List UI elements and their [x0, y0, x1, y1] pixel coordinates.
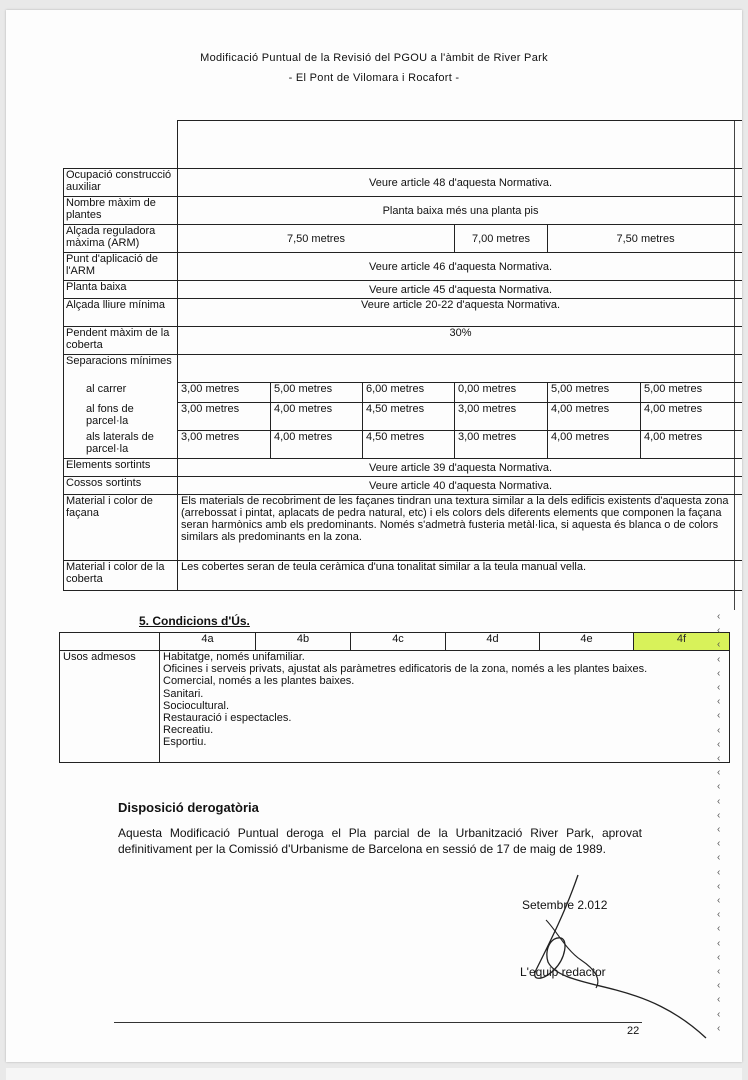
table-row — [64, 299, 743, 327]
table-row — [60, 633, 730, 651]
table-cell: 4,50 metres — [363, 403, 455, 431]
row-label: Material i color de façana — [64, 495, 178, 561]
document-page — [6, 10, 742, 1062]
table-row — [60, 651, 730, 763]
row-value: 7,50 metres — [178, 225, 455, 253]
document-header-title: Modificació Puntual de la Revisió del PGOU a l'àmbit de River Park — [200, 52, 548, 64]
table-cell: 4,00 metres — [271, 431, 363, 459]
list-item: Oficines i serveis privats, ajustat als paràmetres edificatoris de la zona, només a les plantes baixes. — [163, 663, 648, 676]
table-cell: 4,00 metres — [641, 403, 743, 431]
zone-header: 4a — [160, 633, 256, 651]
page-number: 22 — [627, 1025, 640, 1037]
row-label: Alçada lliure mínima — [64, 299, 178, 327]
row-value: 7,00 metres — [455, 225, 548, 253]
row-value: Veure article 40 d'aquesta Normativa. — [178, 477, 743, 495]
zone-header: 4d — [446, 633, 540, 651]
row-value: 7,50 metres — [548, 225, 743, 253]
table-row — [64, 121, 743, 169]
signoff-team: L'equip redactor — [520, 965, 606, 979]
table-row — [64, 383, 743, 403]
zone-header: 4e — [540, 633, 634, 651]
table-cell: 3,00 metres — [455, 403, 548, 431]
table-row — [64, 459, 743, 477]
parameters-table — [63, 120, 742, 591]
table-row — [64, 197, 743, 225]
uses-section-title: 5. Condicions d'Ús. — [139, 614, 250, 628]
table-row — [64, 253, 743, 281]
list-item: Comercial, només a les plantes baixes. — [163, 675, 355, 688]
row-label: Material i color de la coberta — [64, 561, 178, 591]
table-cell: 3,00 metres — [178, 383, 271, 403]
document-header-subtitle: - El Pont de Vilomara i Rocafort - — [288, 72, 460, 84]
row-value: 30% — [178, 327, 743, 355]
row-label: als laterals de parcel·la — [64, 431, 178, 459]
table-cell: 4,00 metres — [548, 431, 641, 459]
list-item: Habitatge, només unifamiliar. — [163, 651, 305, 663]
table-cell: 5,00 metres — [271, 383, 363, 403]
row-value: Veure article 45 d'aquesta Normativa. — [178, 281, 743, 299]
uses-table — [59, 632, 730, 763]
table-row — [64, 403, 743, 431]
uses-list — [160, 651, 730, 763]
handwritten-signature — [506, 870, 736, 1050]
table-row — [64, 169, 743, 197]
row-value: Veure article 46 d'aquesta Normativa. — [178, 253, 743, 281]
signoff-date: Setembre 2.012 — [522, 898, 608, 912]
table-cell: 4,00 metres — [271, 403, 363, 431]
row-value: Veure article 20-22 d'aquesta Normativa. — [178, 299, 743, 327]
row-label: Elements sortints — [64, 459, 178, 477]
table-cell: 0,00 metres — [455, 383, 548, 403]
table-row — [64, 495, 743, 561]
section-heading: Disposició derogatòria — [118, 800, 259, 815]
row-value: Veure article 39 d'aquesta Normativa. — [178, 459, 743, 477]
table-row — [64, 225, 743, 253]
table-cell: 5,00 metres — [548, 383, 641, 403]
list-item: Restauració i espectacles. — [163, 712, 292, 725]
row-label: al carrer — [64, 383, 178, 403]
row-value: Veure article 48 d'aquesta Normativa. — [178, 169, 743, 197]
zone-header: 4b — [256, 633, 351, 651]
list-item: Recreatiu. — [163, 724, 214, 737]
list-item: Sociocultural. — [163, 699, 230, 712]
scan-edge-marks: ‹ ‹ ‹ ‹ ‹ ‹ ‹ ‹ ‹ ‹ ‹ ‹ ‹ ‹ ‹ ‹ ‹ ‹ ‹ ‹ ‹ ‹ ‹ ‹ ‹ ‹ ‹ ‹ ‹ ‹ — [717, 611, 721, 1034]
row-label: Ocupació construcció auxiliar — [64, 169, 178, 197]
table-cell: 5,00 metres — [641, 383, 743, 403]
table-cell: 3,00 metres — [455, 431, 548, 459]
row-label: Planta baixa — [64, 281, 178, 299]
table-cell: 6,00 metres — [363, 383, 455, 403]
row-label: al fons de parcel·la — [64, 403, 178, 431]
table-cell: 3,00 metres — [178, 431, 271, 459]
row-value: Els materials de recobriment de les façanes tindran una textura similar a la dels edificis existents d'aquesta zona (arrebossat i pintat, aplacats de pedra natural, etc) i els colors dels diferents elements que componen la façana seran harmònics amb els predominants. Només s'admetrà fusteria metàl·lica, si aquesta és blanca o de colors similars als predominants en la zona. — [178, 495, 743, 561]
row-label: Pendent màxim de la coberta — [64, 327, 178, 355]
zone-header-highlighted: 4f — [634, 633, 730, 651]
row-label: Nombre màxim de plantes — [64, 197, 178, 225]
row-label: Alçada reguladora màxima (ARM) — [64, 225, 178, 253]
table-cell: 4,00 metres — [548, 403, 641, 431]
table-row — [64, 431, 743, 459]
table-row — [64, 561, 743, 591]
row-value: Les cobertes seran de teula ceràmica d'una tonalitat similar a la teula manual vella. — [178, 561, 743, 591]
zone-header: 4c — [351, 633, 446, 651]
table-row — [64, 281, 743, 299]
table-row — [64, 355, 743, 383]
section-paragraph: Aquesta Modificació Puntual deroga el Pla parcial de la Urbanització River Park, aprovat definitivament per la Comissió d'Urbanisme de Barcelona en sessió de 17 de maig de 1989. — [118, 826, 642, 856]
row-label: Usos admesos — [60, 651, 160, 763]
row-value: Planta baixa més una planta pis — [178, 197, 743, 225]
table-cell: 4,00 metres — [641, 431, 743, 459]
table-cell: 3,00 metres — [178, 403, 271, 431]
row-label: Cossos sortints — [64, 477, 178, 495]
next-page-edge — [6, 1068, 742, 1080]
table-row — [64, 327, 743, 355]
table-row — [64, 477, 743, 495]
table-cell: 4,50 metres — [363, 431, 455, 459]
footer-rule — [114, 1022, 642, 1023]
row-label: Punt d'aplicació de l'ARM — [64, 253, 178, 281]
row-label: Separacions mínimes — [64, 355, 178, 383]
list-item: Esportiu. — [163, 736, 207, 749]
list-item: Sanitari. — [163, 687, 204, 700]
